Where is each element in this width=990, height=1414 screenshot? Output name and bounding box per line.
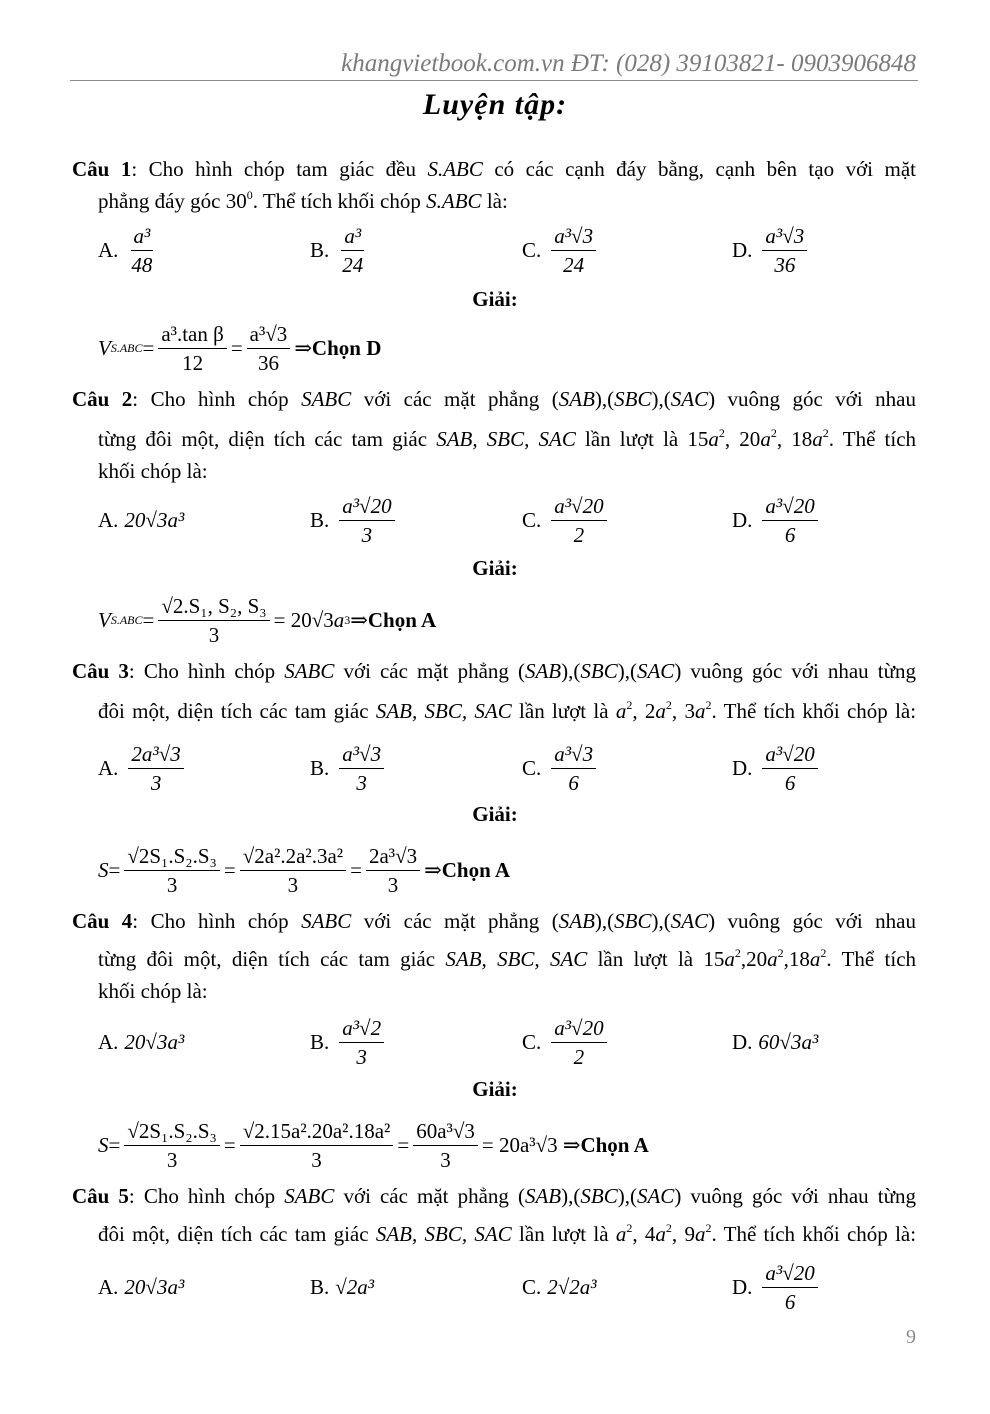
text-run: : Cho hình chóp tam giác đều — [131, 157, 428, 181]
text-run: ⇒ — [424, 857, 442, 882]
text-run: : Cho hình chóp — [132, 909, 302, 933]
math-var: V — [98, 607, 111, 632]
fraction-denominator: 6 — [784, 770, 796, 795]
page-title: Luyện tập: — [422, 88, 568, 121]
text-run: đôi một, diện tích các tam giác — [98, 1222, 376, 1246]
math-var: a — [333, 607, 345, 632]
text-run: ),( — [561, 1184, 581, 1208]
answer-option-c — [522, 488, 611, 552]
fraction-numerator: a³ — [341, 222, 364, 251]
bold-text: Câu 2 — [72, 387, 133, 411]
option-expression: 20√3a³ — [124, 1029, 185, 1054]
text-run: = — [223, 857, 236, 882]
fraction-denominator: 24 — [342, 252, 364, 277]
math-var: S — [98, 1132, 109, 1157]
option-expression: 20√3a³ — [124, 1274, 185, 1299]
fraction-numerator: √2.15a².20a².18a² — [240, 1117, 394, 1146]
superscript: 2 — [705, 1221, 712, 1235]
math-var: SAB — [558, 387, 595, 411]
option-letter: A. — [98, 1029, 119, 1054]
superscript: 2 — [777, 946, 784, 960]
fraction-denominator: 3 — [356, 1044, 367, 1069]
superscript: 0 — [246, 188, 253, 202]
fraction-denominator: 3 — [387, 872, 399, 897]
fraction-denominator: 48 — [131, 252, 153, 277]
solution-formula: V S.ABC = $\frac{\text{a³.tan β}}{12}$ = $\frac{\text{a³√3}}{36}$ ⇒ Chọn D — [98, 321, 382, 375]
fraction-numerator: a³√20 — [762, 740, 817, 769]
answer-option-a — [98, 1010, 184, 1074]
math-var: SAC — [670, 909, 709, 933]
answer-option-a — [98, 736, 188, 800]
text-run: : Cho hình chóp — [128, 1184, 285, 1208]
question-text-line — [72, 906, 916, 936]
option-letter: B. — [310, 507, 330, 532]
answer-option-c — [522, 1010, 611, 1074]
fraction-denominator: 12 — [182, 350, 204, 375]
fraction-numerator: √2a².2a².3a² — [240, 842, 346, 871]
superscript: 2 — [626, 1221, 633, 1235]
math-var: SABC — [301, 387, 352, 411]
fraction-denominator: 6 — [568, 770, 579, 795]
option-expression: 2√2a³ — [547, 1274, 597, 1299]
math-var: SAB — [524, 659, 562, 683]
fraction-numerator: a³√2 — [339, 1014, 384, 1043]
fraction — [551, 1014, 606, 1071]
fraction — [762, 222, 807, 279]
text-run: = — [142, 607, 155, 632]
answer-option-a — [98, 218, 159, 282]
text-run: ) vuông góc với nhau — [708, 909, 916, 933]
text-run: = — [230, 335, 243, 360]
answer-option-c — [522, 1255, 597, 1319]
question-text-line — [72, 656, 916, 686]
fraction-numerator: a³ — [131, 222, 154, 251]
fraction-numerator: √2.S₁, S₂, S₃ — [158, 592, 269, 621]
text-run: : Cho hình chóp — [128, 659, 285, 683]
math-var: a — [655, 1222, 666, 1246]
fraction-denominator: 3 — [166, 872, 178, 897]
text-run: . Thể tích — [828, 427, 917, 451]
text-run: ) vuông góc với nhau — [708, 387, 916, 411]
text-run: ),( — [651, 387, 671, 411]
answer-option-c — [522, 218, 600, 282]
text-run: lần lượt là 15 — [587, 947, 725, 971]
solution-formula: V S.ABC = $\frac{\text{√2.S₁, S₂, S₃}}{3}$ = 20√3 a 3 ⇒ Chọn A — [98, 593, 437, 647]
answer-option-b — [310, 218, 370, 282]
text-run: với các mặt phẳng ( — [351, 387, 559, 411]
fraction — [339, 1014, 384, 1071]
text-run: từng đôi một, diện tích các tam giác — [98, 947, 446, 971]
solution-label: Giải: — [472, 287, 518, 311]
page-number: 9 — [906, 1326, 916, 1348]
superscript: 2 — [718, 426, 725, 440]
fraction — [762, 740, 817, 797]
math-var: SAB, SBC, SAC — [445, 947, 588, 971]
bold-text: Chọn A — [580, 1132, 649, 1157]
math-var: a — [708, 427, 719, 451]
fraction-numerator: a³√20 — [762, 492, 817, 521]
math-var: SAB, SBC, SAC — [375, 1222, 512, 1246]
fraction — [366, 842, 420, 899]
math-var: a — [809, 947, 821, 971]
fraction — [551, 740, 596, 797]
solution-formula — [98, 838, 510, 902]
bold-text: Câu 4 — [72, 909, 133, 933]
text-run: , 2 — [632, 699, 656, 723]
math-var: SBC — [614, 909, 652, 933]
text-run: ⇒ — [350, 607, 368, 632]
text-run: có các cạnh đáy bằng, cạnh bên tạo với mặt — [482, 157, 916, 181]
text-run: , 3 — [671, 699, 695, 723]
math-var: a — [694, 699, 706, 723]
answer-option-b — [310, 1255, 374, 1319]
text-run: ,18 — [783, 947, 810, 971]
fraction-numerator: a³√20 — [551, 492, 606, 521]
solution-label: Giải: — [472, 802, 518, 826]
text-run: là: — [481, 189, 508, 213]
fraction — [551, 492, 606, 549]
question-text-line — [98, 696, 916, 726]
text-run: với các mặt phẳng ( — [351, 909, 559, 933]
option-expression: 60√3a³ — [758, 1029, 819, 1054]
math-var: SBC — [614, 387, 652, 411]
fraction-denominator: 3 — [150, 770, 162, 795]
option-letter: C. — [522, 1029, 542, 1054]
question-text-line — [72, 154, 916, 184]
math-var: a — [615, 699, 627, 723]
fraction — [240, 1117, 394, 1174]
fraction-denominator: 24 — [563, 252, 585, 277]
fraction-numerator: a³√3 — [551, 222, 596, 251]
bold-text: Câu 3 — [72, 659, 129, 683]
answer-option-d — [732, 736, 822, 800]
answer-option-b — [310, 736, 388, 800]
option-expression: √2a³ — [335, 1274, 375, 1299]
text-run: khối chóp là: — [98, 979, 208, 1003]
option-letter: B. — [310, 755, 330, 780]
option-letter: B. — [310, 237, 330, 262]
math-var: SABC — [301, 909, 352, 933]
text-run: , 20 — [724, 427, 761, 451]
math-var: V — [98, 335, 111, 360]
math-var: SAC — [636, 659, 675, 683]
math-var: S.ABC — [426, 189, 482, 213]
answer-option-c — [522, 736, 600, 800]
text-run: ) vuông góc với nhau từng — [674, 659, 916, 683]
math-var: SABC — [284, 1184, 335, 1208]
math-var: a — [767, 947, 778, 971]
fraction — [339, 222, 366, 279]
text-run: lần lượt là 15 — [575, 427, 709, 451]
question-text-line — [98, 456, 208, 486]
math-var: SAB — [524, 1184, 562, 1208]
bold-text: Chọn A — [367, 607, 437, 632]
superscript: 2 — [665, 1221, 672, 1235]
option-letter: C. — [522, 237, 542, 262]
math-var: S — [98, 857, 109, 882]
option-letter: C. — [522, 507, 542, 532]
answer-option-a — [98, 1255, 184, 1319]
math-var: SAC — [636, 1184, 675, 1208]
fraction-numerator: 2a³√3 — [128, 740, 183, 769]
option-letter: B. — [310, 1029, 330, 1054]
bold-text: Câu 1 — [72, 157, 132, 181]
question-text-line — [72, 384, 916, 414]
answer-option-d — [732, 1010, 818, 1074]
fraction — [762, 492, 817, 549]
option-letter: D. — [732, 507, 753, 532]
fraction — [158, 592, 269, 649]
math-var: S.ABC — [427, 157, 483, 181]
text-run: = — [142, 335, 155, 360]
fraction — [124, 1117, 220, 1174]
text-run: ⇒ — [294, 335, 312, 360]
math-var: a — [812, 427, 823, 451]
fraction-denominator: 3 — [311, 1147, 322, 1172]
text-run: = — [397, 1132, 410, 1157]
text-run: từng đôi một, diện tích các tam giác — [98, 427, 437, 451]
question-text-line — [98, 976, 208, 1006]
text-run: lần lượt là — [511, 1222, 616, 1246]
text-run: lần lượt là — [511, 699, 616, 723]
bold-text: Chọn D — [311, 335, 382, 360]
superscript: 2 — [626, 698, 633, 712]
text-run: ),( — [617, 659, 637, 683]
fraction-denominator: 2 — [573, 1044, 585, 1069]
math-var: SAB — [558, 909, 595, 933]
option-letter: A. — [98, 755, 119, 780]
superscript: 2 — [705, 698, 712, 712]
text-run: ),( — [561, 659, 581, 683]
fraction-denominator: 36 — [257, 350, 279, 375]
math-var: SABC — [284, 659, 335, 683]
text-run: = — [223, 1132, 236, 1157]
fraction-denominator: 3 — [440, 1147, 451, 1172]
superscript: 2 — [665, 698, 672, 712]
option-letter: D. — [732, 237, 753, 262]
question-text-line — [98, 1219, 916, 1249]
fraction — [124, 842, 220, 899]
fraction-numerator: a³.tan β — [158, 320, 226, 349]
superscript: 2 — [822, 426, 829, 440]
fraction-numerator: a³√3 — [762, 222, 807, 251]
header-divider — [70, 80, 918, 81]
fraction-denominator: 3 — [208, 622, 220, 647]
option-expression: 20√3a³ — [124, 507, 185, 532]
fraction-numerator: a³√20 — [762, 1259, 817, 1288]
text-run: ),( — [594, 909, 615, 933]
math-var: SBC — [580, 1184, 618, 1208]
superscript: 2 — [820, 946, 827, 960]
solution-formula — [98, 1113, 649, 1177]
fraction-denominator: 3 — [287, 872, 299, 897]
text-run: : Cho hình chóp — [132, 387, 302, 411]
text-run: , 18 — [776, 427, 813, 451]
fraction — [128, 222, 155, 279]
option-letter: D. — [732, 1029, 753, 1054]
fraction-denominator: 3 — [356, 770, 367, 795]
option-letter: B. — [310, 1274, 330, 1299]
answer-option-d — [732, 1255, 822, 1319]
option-letter: A. — [98, 507, 119, 532]
fraction-numerator: a³√20 — [339, 492, 394, 521]
fraction — [413, 1117, 478, 1174]
fraction-denominator: 36 — [774, 252, 796, 277]
fraction-numerator: √2S₁.S₂.S₃ — [124, 842, 220, 871]
fraction — [339, 740, 384, 797]
fraction-denominator: 6 — [784, 1289, 796, 1314]
solution-label: Giải: — [472, 1077, 518, 1101]
text-run: với các mặt phẳng ( — [334, 659, 525, 683]
fraction-denominator: 3 — [361, 522, 373, 547]
fraction-denominator: 2 — [573, 522, 585, 547]
math-var: SAB, SBC, SAC — [436, 427, 576, 451]
fraction-numerator: a³√20 — [551, 1014, 606, 1043]
math-var: a — [694, 1222, 706, 1246]
answer-option-d — [732, 218, 811, 282]
page-header: khangvietbook.com.vn ĐT: (028) 39103821- 0903906848 — [341, 50, 916, 77]
solution-label: Giải: — [472, 556, 518, 580]
text-run: khối chóp là: — [98, 459, 208, 483]
fraction-numerator: 60a³√3 — [413, 1117, 478, 1146]
fraction-numerator: a³√3 — [247, 320, 291, 349]
option-letter: D. — [732, 755, 753, 780]
math-var: SAC — [670, 387, 709, 411]
fraction — [240, 842, 346, 899]
fraction-denominator: 3 — [166, 1147, 178, 1172]
bold-text: Câu 5 — [72, 1184, 129, 1208]
fraction — [247, 320, 291, 377]
text-run: ),( — [651, 909, 671, 933]
math-var: a — [724, 947, 735, 971]
answer-option-b — [310, 1010, 388, 1074]
question-text-line — [98, 944, 916, 974]
math-var: SAB, SBC, SAC — [375, 699, 512, 723]
superscript: 2 — [734, 946, 741, 960]
text-run: đôi một, diện tích các tam giác — [98, 699, 376, 723]
text-run: . Thể tích khối chóp — [252, 189, 427, 213]
fraction — [762, 1259, 817, 1316]
math-var: a — [615, 1222, 627, 1246]
answer-option-a — [98, 488, 184, 552]
text-run: . Thể tích khối chóp là: — [711, 1222, 917, 1246]
text-run: = 20√3 — [273, 607, 334, 632]
text-run: phẳng đáy góc 30 — [98, 189, 247, 213]
answer-option-d — [732, 488, 822, 552]
question-text-line — [98, 424, 916, 454]
math-var: a — [760, 427, 771, 451]
text-run: = 20a³√3 ⇒ — [481, 1132, 581, 1157]
question-text-line — [98, 186, 508, 216]
fraction-numerator: a³√3 — [339, 740, 384, 769]
text-run: , 4 — [632, 1222, 656, 1246]
text-run: ) vuông góc với nhau từng — [674, 1184, 916, 1208]
math-var: a — [655, 699, 666, 723]
fraction — [128, 740, 183, 797]
option-letter: D. — [732, 1274, 753, 1299]
fraction — [158, 320, 226, 377]
fraction-numerator: √2S₁.S₂.S₃ — [124, 1117, 220, 1146]
fraction — [551, 222, 596, 279]
option-letter: C. — [522, 755, 542, 780]
superscript: 2 — [770, 426, 777, 440]
answer-option-b — [310, 488, 399, 552]
text-run: = — [108, 857, 121, 882]
text-run: ),( — [594, 387, 615, 411]
question-text-line — [72, 1181, 916, 1211]
text-run: với các mặt phẳng ( — [334, 1184, 525, 1208]
text-run: ,20 — [740, 947, 768, 971]
option-letter: A. — [98, 1274, 119, 1299]
text-run: . Thể tích khối chóp là: — [711, 699, 917, 723]
text-run: ),( — [617, 1184, 637, 1208]
fraction-denominator: 6 — [784, 522, 796, 547]
fraction-numerator: a³√3 — [551, 740, 596, 769]
option-letter: C. — [522, 1274, 542, 1299]
text-run: . Thể tích — [826, 947, 917, 971]
text-run: = — [350, 857, 362, 882]
fraction — [339, 492, 394, 549]
text-run: , 9 — [671, 1222, 695, 1246]
option-letter: A. — [98, 237, 119, 262]
bold-text: Chọn A — [441, 857, 510, 882]
math-var: SBC — [580, 659, 618, 683]
fraction-numerator: 2a³√3 — [366, 842, 420, 871]
text-run: = — [108, 1132, 121, 1157]
